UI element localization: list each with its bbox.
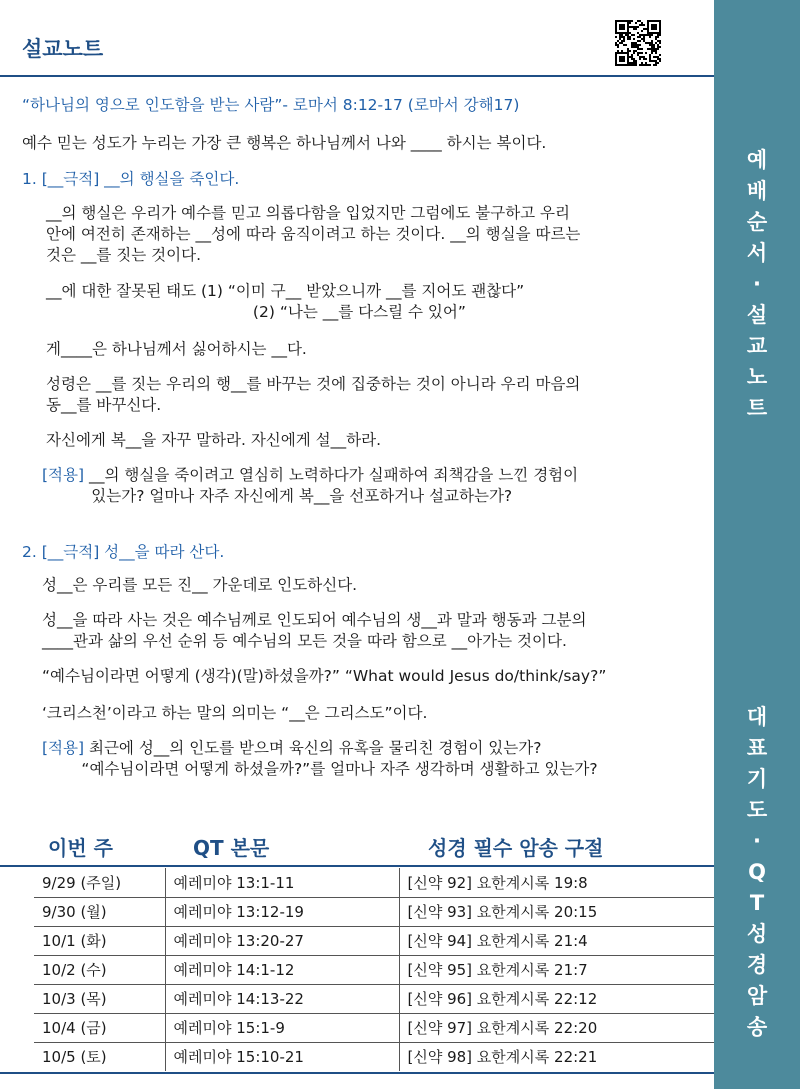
table-row — [34, 926, 714, 955]
table-row — [34, 868, 714, 897]
application-tag: [적용] — [42, 466, 85, 484]
table-row — [34, 984, 714, 1013]
table-header-qt: QT 본문 — [193, 836, 270, 860]
qt-passage-cell: 예레미야 15:1-9 — [165, 1013, 399, 1042]
sidebar-glyph: 배 — [746, 179, 768, 203]
application-text: __의 행실을 죽이려고 열심히 노력하다가 실패하여 죄책감을 느낀 경험이 있는가? 얼마나 자주 자신에게 복__을 선포하거나 설교하는가? — [88, 466, 579, 505]
day-cell: 10/4 (금) — [34, 1013, 165, 1042]
sidebar-glyph: 표 — [746, 736, 768, 760]
qt-passage-cell: 예레미야 13:12-19 — [165, 897, 399, 926]
sidebar-glyph: 암 — [746, 984, 768, 1008]
memory-verse-cell: [신약 94] 요한계시록 21:4 — [399, 926, 714, 955]
sidebar-glyph: 도 — [746, 798, 768, 822]
sidebar-glyph: 순 — [746, 210, 768, 234]
memory-verse-cell: [신약 96] 요한계시록 22:12 — [399, 984, 714, 1013]
day-cell: 10/3 (목) — [34, 984, 165, 1013]
sidebar-label-order-of-service — [714, 145, 800, 424]
sidebar-glyph: 설 — [746, 303, 768, 327]
memory-verse-cell: [신약 95] 요한계시록 21:7 — [399, 955, 714, 984]
memory-verse-cell: [신약 97] 요한계시록 22:20 — [399, 1013, 714, 1042]
memory-verse-cell: [신약 92] 요한계시록 19:8 — [399, 868, 714, 897]
sidebar-glyph: Q — [748, 860, 766, 884]
sidebar-glyph: 경 — [746, 953, 768, 977]
section-1-paragraph-5: 자신에게 복__을 자꾸 말하라. 자신에게 설__하라. — [46, 431, 382, 449]
sidebar — [714, 0, 800, 1089]
day-cell: 10/2 (수) — [34, 955, 165, 984]
application-tag: [적용] — [42, 739, 85, 757]
sidebar-glyph: 기 — [746, 767, 768, 791]
section-2-paragraph-4: ‘크리스천’이라고 하는 말의 의미는 “__은 그리스도”이다. — [42, 704, 428, 722]
memory-verse-cell: [신약 98] 요한계시록 22:21 — [399, 1042, 714, 1071]
header-divider — [0, 75, 714, 77]
section-1-heading: 1. [__극적] __의 행실을 죽인다. — [22, 170, 240, 188]
sidebar-glyph: 송 — [746, 1015, 768, 1039]
sidebar-glyph: 트 — [746, 396, 768, 420]
day-cell: 10/5 (토) — [42, 1048, 107, 1067]
section-1-paragraph-1: __의 행실은 우리가 예수를 믿고 의롭다함을 입었지만 그럼에도 불구하고 우리 안에 여전히 존재하는 __성에 따라 움직이려고 하는 것이다. __의 행실을 따르는 것은 __를 짓는 것이다. — [46, 204, 581, 264]
sidebar-glyph: 성 — [746, 922, 768, 946]
page-title: 설교노트 — [22, 37, 104, 61]
qt-passage-cell: 예레미야 13:20-27 — [165, 926, 399, 955]
table-divider — [0, 865, 714, 867]
sidebar-glyph: 대 — [746, 705, 768, 729]
sermon-title: “하나님의 영으로 인도함을 받는 사람”- 로마서 8:12-17 (로마서 강해17) — [22, 96, 520, 114]
section-1-paragraph-4: 성령은 __를 짓는 우리의 행__를 바꾸는 것에 집중하는 것이 아니라 우리 마음의 동__를 바꾸신다. — [46, 375, 581, 414]
day-cell: 9/30 (월) — [34, 897, 165, 926]
sidebar-label-prayer-qt-memory — [714, 702, 800, 1043]
sidebar-glyph: T — [749, 891, 765, 915]
section-1-paragraph-3: 게____은 하나님께서 싫어하시는 __다. — [46, 340, 307, 358]
section-1-application — [42, 465, 578, 507]
section-1-paragraph-2: __에 대한 잘못된 태도 (1) “이미 구__ 받았으니까 __를 지어도 괜찮다” (2) “나는 __를 다스릴 수 있어” — [46, 282, 525, 321]
schedule-table — [34, 868, 714, 1071]
sidebar-glyph: · — [753, 829, 761, 853]
sidebar-glyph: 서 — [746, 241, 768, 265]
table-header-memory-verse: 성경 필수 암송 구절 — [428, 836, 604, 860]
memory-verse-cell: [신약 93] 요한계시록 20:15 — [399, 897, 714, 926]
table-row — [34, 897, 714, 926]
day-cell: 9/29 (주일) — [34, 868, 165, 897]
table-header-week: 이번 주 — [48, 836, 113, 860]
sidebar-glyph: 교 — [746, 334, 768, 358]
qr-code-icon[interactable] — [615, 20, 661, 66]
table-row — [34, 955, 714, 984]
section-2-application — [42, 738, 598, 780]
sidebar-glyph: · — [753, 272, 761, 296]
section-2-paragraph-1: 성__은 우리를 모든 진__ 가운데로 인도하신다. — [42, 576, 358, 594]
application-text: 최근에 성__의 인도를 받으며 육신의 유혹을 물리친 경험이 있는가? “예수님이라면 어떻게 하셨을까?”를 얼마나 자주 생각하며 생활하고 있는가? — [81, 739, 598, 778]
qt-passage-cell: 예레미야 13:1-11 — [165, 868, 399, 897]
sidebar-glyph: 노 — [746, 365, 768, 389]
section-2-heading: 2. [__극적] 성__을 따라 산다. — [22, 543, 225, 561]
sidebar-glyph: 예 — [746, 148, 768, 172]
table-row — [34, 1013, 714, 1042]
day-cell: 10/1 (화) — [34, 926, 165, 955]
table-row — [34, 1042, 714, 1071]
section-2-paragraph-3: “예수님이라면 어떻게 (생각)(말)하셨을까?” “What would Jesus do/think/say?” — [42, 667, 607, 685]
qt-passage-cell: 예레미야 14:13-22 — [165, 984, 399, 1013]
qt-passage-cell: 예레미야 15:10-21 — [165, 1042, 399, 1071]
qt-passage-cell: 예레미야 14:1-12 — [165, 955, 399, 984]
table-bottom-divider — [0, 1072, 714, 1074]
sermon-intro: 예수 믿는 성도가 누리는 가장 큰 행복은 하나님께서 나와 ____ 하시는 복이다. — [22, 134, 547, 152]
section-2-paragraph-2: 성__을 따라 사는 것은 예수님께로 인도되어 예수님의 생__과 말과 행동과 그분의 ____관과 삶의 우선 순위 등 예수님의 모든 것을 따라 함으로 __아가는 것이다. — [42, 611, 587, 650]
